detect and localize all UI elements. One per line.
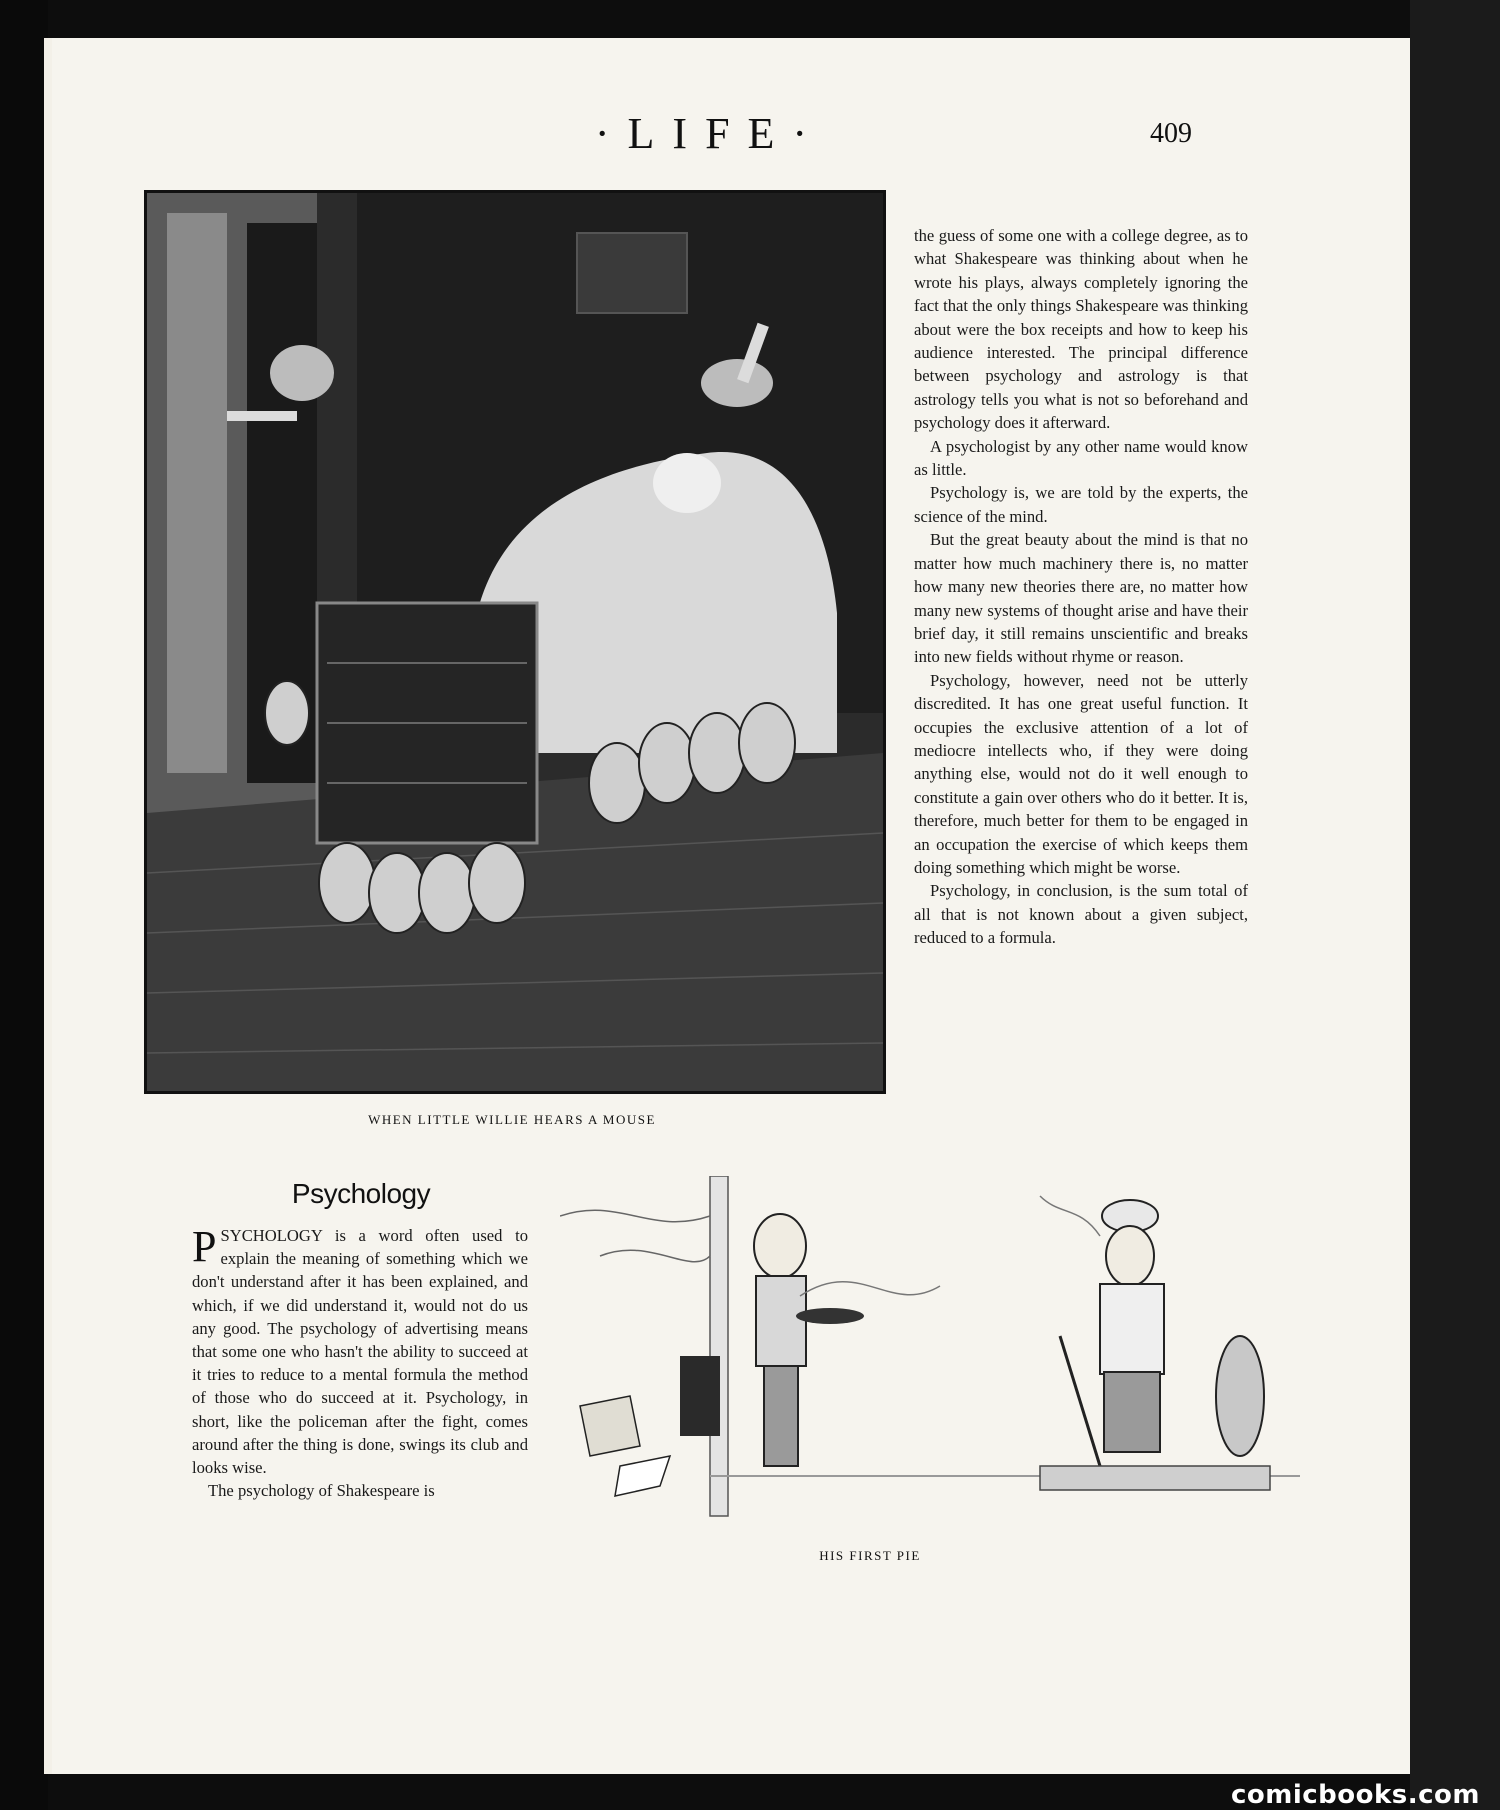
paragraph: Psychology is, we are told by the experts, the science of the mind. — [914, 483, 1248, 526]
article-title: Psychology — [291, 1178, 431, 1209]
bedroom-drawing — [147, 193, 883, 1091]
illustration-mouse-scene — [144, 190, 886, 1094]
page-edge — [44, 38, 52, 1774]
cartoon-drawing — [560, 1176, 1300, 1536]
binding-spine — [0, 0, 48, 1810]
paragraph: Psychology, however, need not be utterly discredited. It has one great useful function. It occupies the exclusive attention of a lot of mediocre intellects who, if they were doing anything else, would not do it well enough to constitute a gain over others who do it better. It is, therefore, much better for them to be engaged in an occupation the exercise of which keeps them doing something which might be worse. — [914, 670, 1248, 877]
paragraph: the guess of some one with a college degree, as to what Shakespeare was thinking about when he wrote his plays, always completely ignoring the fact that the only things Shakespeare was thinking about were the box receipts and how to keep his audience interested. The principal difference between psychology and astrology is that astrology tells you what is not so beforehand and psychology does it afterward. — [914, 226, 1248, 433]
watermark: comicbooks.com — [1230, 1780, 1480, 1810]
page-number: 409 — [1150, 118, 1192, 149]
article-left-column — [192, 1224, 528, 1502]
paragraph: But the great beauty about the mind is that no matter how much machinery there is, no matter how many new theories there are, no matter how many new systems of thought arise and have their brief day, it still remains unscientific and breaks into new fields without rhyme or reason. — [914, 530, 1248, 667]
lead-paragraph — [192, 1224, 528, 1479]
drop-cap: P — [192, 1222, 217, 1271]
paragraph: Psychology, in conclusion, is the sum total of all that is not known about a given subject, reduced to a formula. — [914, 881, 1248, 948]
caption-mouse-scene: WHEN LITTLE WILLIE HEARS A MOUSE — [368, 1112, 656, 1127]
illustration-first-pie — [560, 1176, 1300, 1536]
article-right-column — [914, 224, 1248, 950]
masthead: ·LIFE· — [594, 109, 826, 158]
lead-text: SYCHOLOGY is a word often used to explain the meaning of something which we don't understand after it has been explained, and which, if we did understand it, would not do us any good. The psychology of advertising means that some one who hasn't the ability to succeed at it tries to reduce to a mental formula the method of those who do succeed at it. Psychology, in short, like the policeman after the fight, comes around after the thing is done, swings its club and looks wise. — [192, 1226, 528, 1478]
caption-first-pie: HIS FIRST PIE — [819, 1548, 921, 1563]
paragraph: A psychologist by any other name would know as little. — [914, 436, 1248, 480]
scan-background — [1410, 0, 1500, 1810]
paragraph: The psychology of Shakespeare is — [208, 1481, 435, 1501]
